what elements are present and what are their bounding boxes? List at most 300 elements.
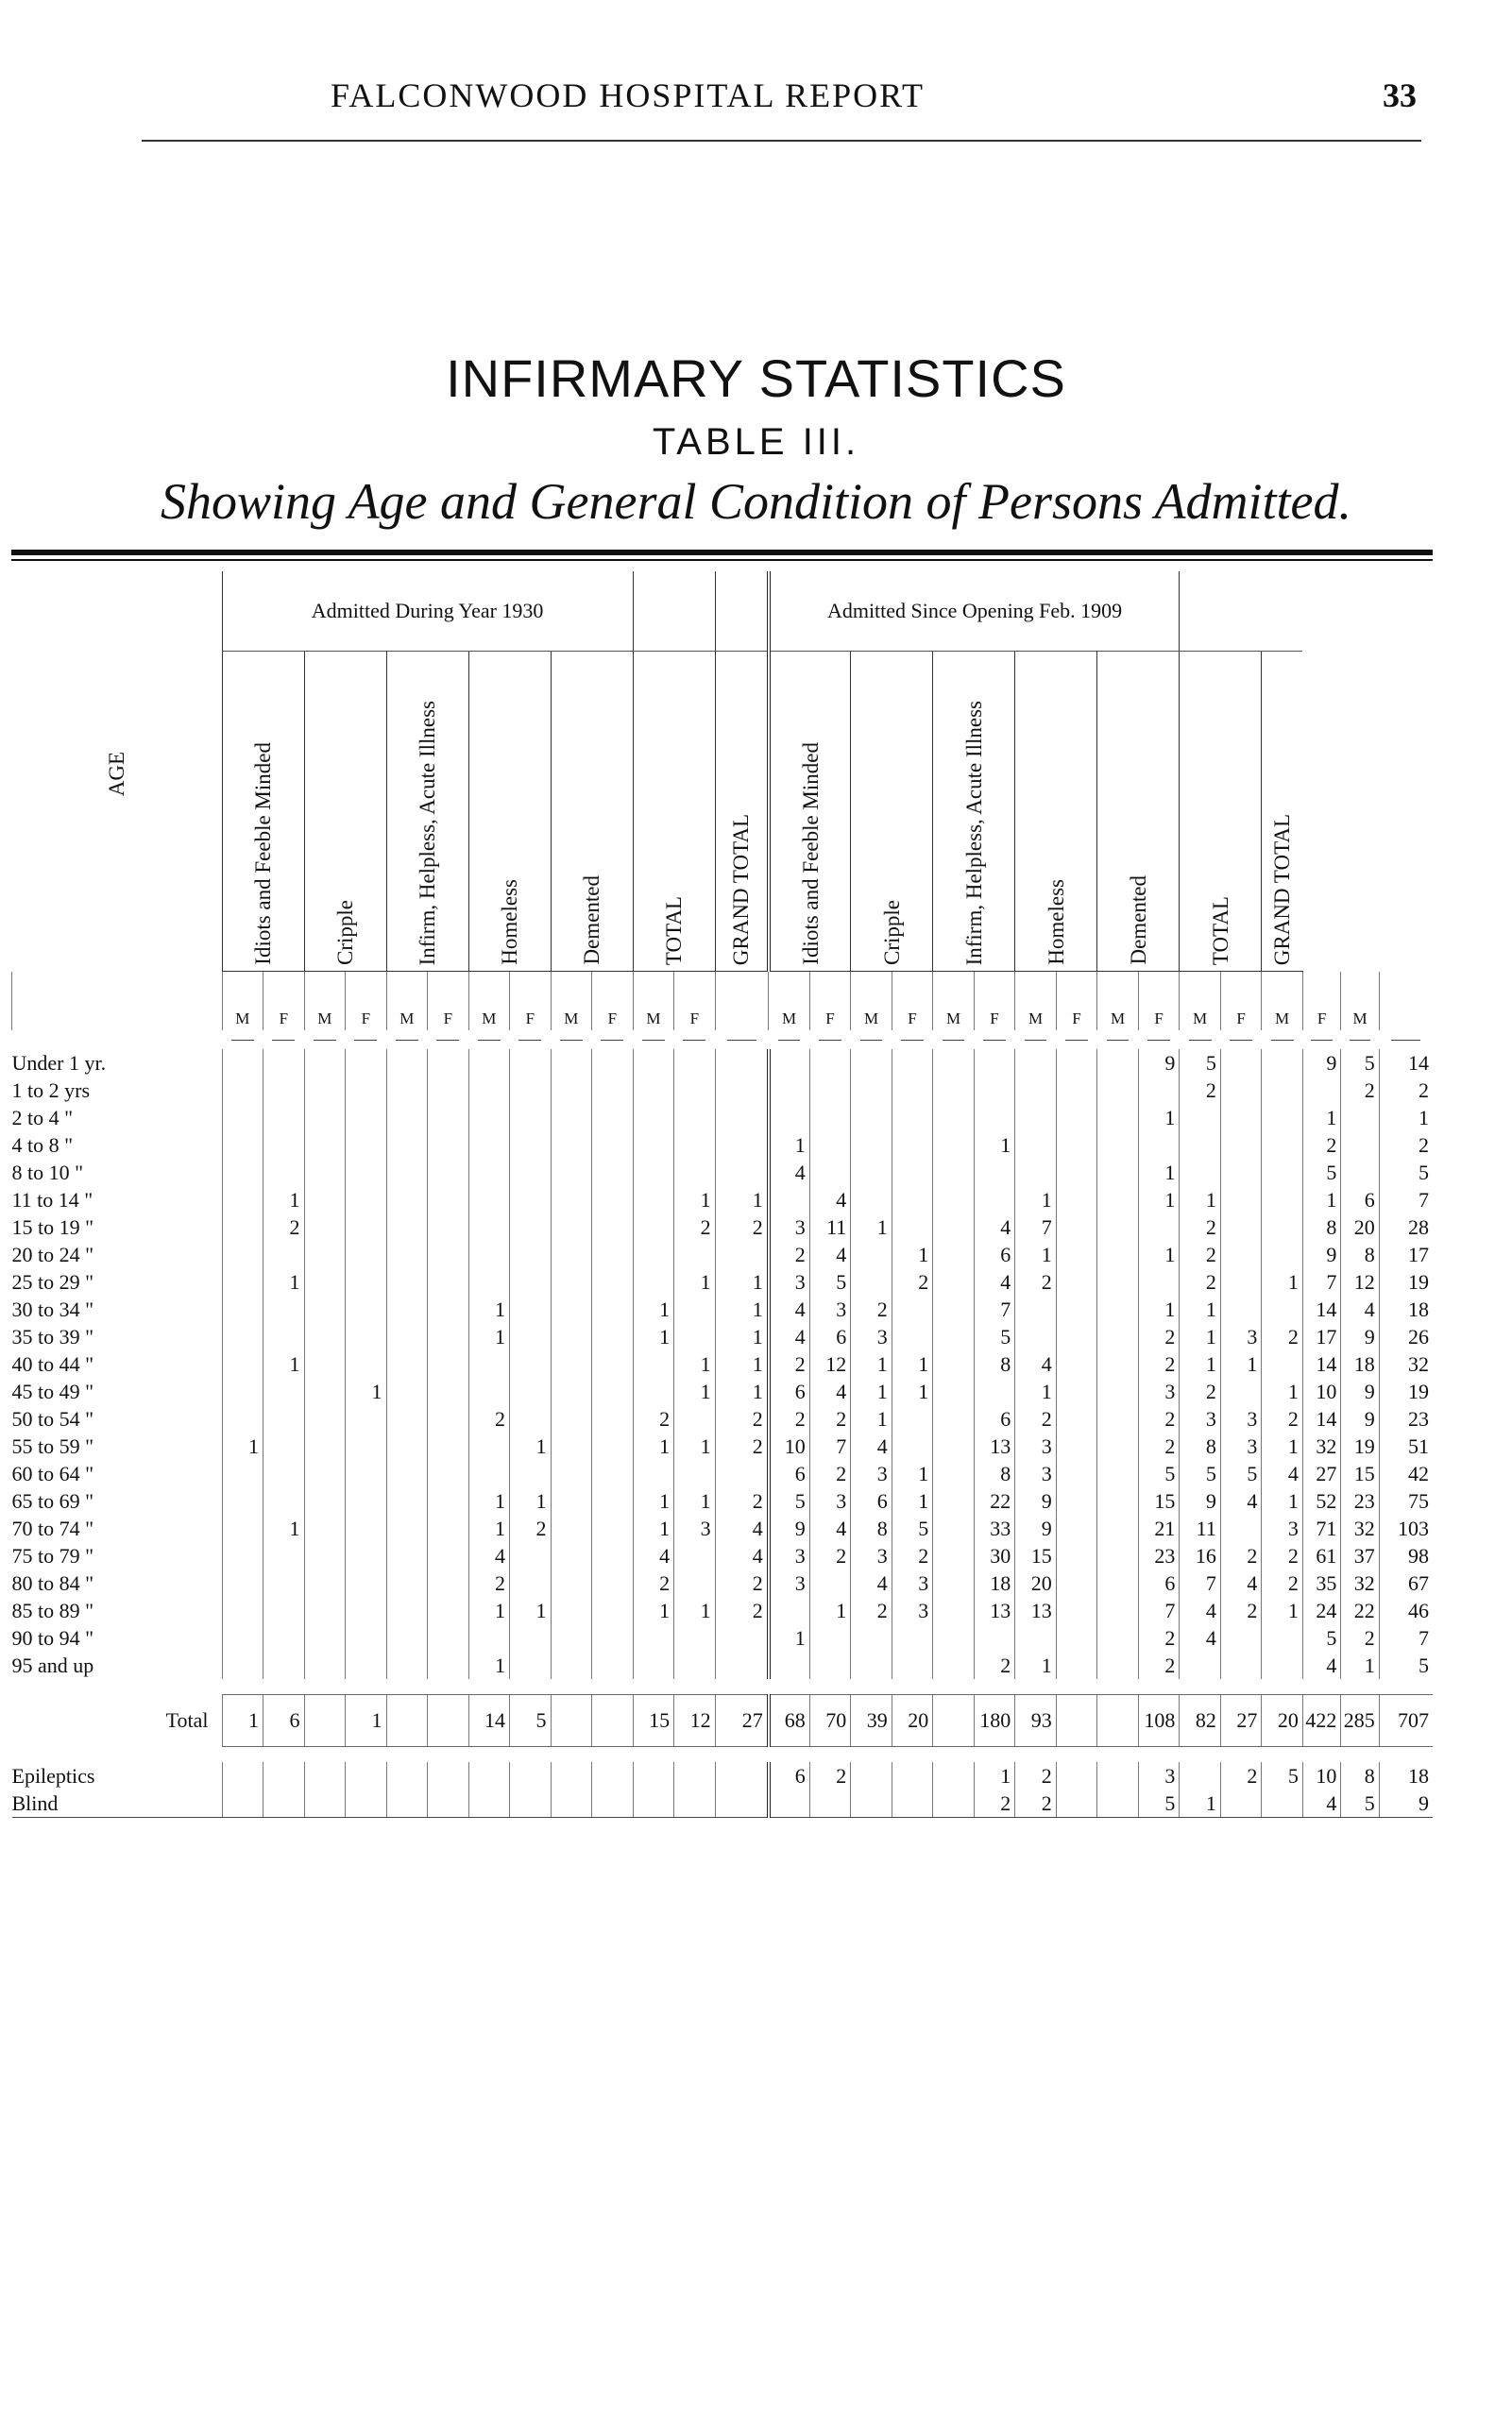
table-cell: [510, 1049, 552, 1077]
table-cell: 4: [715, 1515, 769, 1542]
table-cell: [551, 1049, 592, 1077]
table-cell: 4: [633, 1542, 674, 1569]
table-cell: [933, 1762, 975, 1790]
table-cell: [592, 1077, 634, 1104]
table-cell: 3: [1138, 1378, 1180, 1405]
table-cell: 2: [715, 1487, 769, 1515]
running-header: [142, 76, 1417, 123]
table-cell: 1: [769, 1624, 810, 1652]
table-cell: 422: [1302, 1695, 1340, 1747]
table-cell: 14: [1302, 1405, 1340, 1433]
table-cell: 4: [851, 1433, 892, 1460]
table-cell: [263, 1131, 305, 1159]
table-cell: [222, 1077, 263, 1104]
table-cell: [304, 1077, 346, 1104]
table-cell: [510, 1268, 552, 1296]
table-cell: [386, 1049, 428, 1077]
age-label: 95 and up: [11, 1653, 94, 1677]
table-cell: [304, 1624, 346, 1652]
table-cell: [428, 1323, 469, 1350]
table-cell: [1341, 1159, 1379, 1186]
table-cell: [551, 1695, 592, 1747]
table-cell: [1056, 1213, 1097, 1241]
table-cell: [974, 1378, 1015, 1405]
table-cell: 11: [809, 1213, 851, 1241]
row-spacer: [12, 1747, 1434, 1763]
table-cell: 2: [1138, 1405, 1180, 1433]
table-cell: [1056, 1597, 1097, 1624]
table-cell: [510, 1569, 552, 1597]
table-cell: 2: [851, 1296, 892, 1323]
table-cell: [551, 1296, 592, 1323]
table-cell: [1262, 1296, 1303, 1323]
table-cell: [715, 1049, 769, 1077]
table-cell: [1138, 1131, 1180, 1159]
male-column-header: M: [1262, 972, 1303, 1031]
table-row: [12, 1350, 1434, 1378]
table-cell: [428, 1695, 469, 1747]
table-cell: [468, 1131, 510, 1159]
table-cell: [1341, 1131, 1379, 1159]
table-cell: [386, 1652, 428, 1679]
table-cell: [304, 1597, 346, 1624]
table-cell: 3: [809, 1487, 851, 1515]
table-cell: [633, 1762, 674, 1790]
table-cell: 12: [1341, 1268, 1379, 1296]
table-cell: 2: [715, 1433, 769, 1460]
table-cell: 42: [1379, 1460, 1433, 1487]
row-spacer: [12, 1679, 1434, 1695]
table-cell: [1097, 1695, 1139, 1747]
table-cell: [633, 1213, 674, 1241]
table-cell: [510, 1405, 552, 1433]
table-cell: [851, 1790, 892, 1818]
column-rule: [428, 1030, 469, 1049]
table-cell: [809, 1652, 851, 1679]
table-cell: [346, 1460, 387, 1487]
table-cell: 2: [1180, 1213, 1221, 1241]
table-cell: 1: [674, 1268, 716, 1296]
table-cell: [1180, 1131, 1221, 1159]
table-cell: 14: [468, 1695, 510, 1747]
table-cell: [592, 1433, 634, 1460]
table-cell: [1262, 1131, 1303, 1159]
table-cell: [263, 1487, 305, 1515]
table-cell: 61: [1302, 1542, 1340, 1569]
table-row: [12, 1569, 1434, 1597]
table-cell: 20: [1015, 1569, 1057, 1597]
table-cell: [809, 1569, 851, 1597]
table-cell: 1: [468, 1323, 510, 1350]
table-cell: [592, 1296, 634, 1323]
total-header-since-1909: TOTAL: [1180, 652, 1262, 972]
table-cell: [551, 1790, 592, 1818]
age-label: 50 to 54 ": [11, 1406, 94, 1431]
table-cell: [851, 1652, 892, 1679]
table-cell: 2: [1379, 1077, 1433, 1104]
table-cell: 27: [715, 1695, 769, 1747]
column-rule: [510, 1030, 552, 1049]
table-cell: 3: [851, 1323, 892, 1350]
column-rule: [1015, 1030, 1057, 1049]
table-cell: [592, 1460, 634, 1487]
table-cell: [933, 1213, 975, 1241]
table-cell: 20: [1341, 1213, 1379, 1241]
table-cell: [551, 1213, 592, 1241]
table-cell: 3: [674, 1515, 716, 1542]
table-cell: 5: [1138, 1790, 1180, 1818]
table-cell: 23: [1379, 1405, 1433, 1433]
column-rule: [851, 1030, 892, 1049]
table-cell: [222, 1296, 263, 1323]
table-cell: 2: [1379, 1131, 1433, 1159]
table-cell: [346, 1624, 387, 1652]
table-cell: [933, 1433, 975, 1460]
table-cell: 1: [1015, 1652, 1057, 1679]
table-cell: [674, 1296, 716, 1323]
column-rule: [304, 1030, 346, 1049]
table-cell: 23: [1341, 1487, 1379, 1515]
table-cell: 28: [1379, 1213, 1433, 1241]
table-cell: 11: [1180, 1515, 1221, 1542]
male-column-header: M: [386, 972, 428, 1031]
table-cell: 4: [468, 1542, 510, 1569]
table-cell: [809, 1049, 851, 1077]
table-cell: 10: [769, 1433, 810, 1460]
table-cell: 24: [1302, 1597, 1340, 1624]
table-cell: 7: [974, 1296, 1015, 1323]
table-cell: 2: [633, 1405, 674, 1433]
table-cell: 8: [1341, 1762, 1379, 1790]
column-rule: [1302, 1030, 1340, 1049]
table-cell: [1056, 1268, 1097, 1296]
table-cell: [428, 1104, 469, 1131]
age-label: 25 to 29 ": [11, 1269, 94, 1294]
table-cell: 5: [1302, 1159, 1340, 1186]
table-cell: [1262, 1350, 1303, 1378]
table-cell: [715, 1131, 769, 1159]
table-cell: [851, 1159, 892, 1186]
table-cell: [263, 1296, 305, 1323]
table-cell: 7: [1302, 1268, 1340, 1296]
table-cell: 3: [892, 1569, 933, 1597]
table-cell: [592, 1186, 634, 1213]
table-cell: [809, 1077, 851, 1104]
table-cell: [892, 1405, 933, 1433]
table-cell: [263, 1433, 305, 1460]
table-cell: 5: [1180, 1049, 1221, 1077]
table-cell: 98: [1379, 1542, 1433, 1569]
table-cell: [222, 1790, 263, 1818]
table-cell: 5: [769, 1487, 810, 1515]
table-row: [12, 1405, 1434, 1433]
table-cell: [263, 1049, 305, 1077]
table-cell: [263, 1104, 305, 1131]
table-cell: [851, 1241, 892, 1268]
table-cell: 35: [1302, 1569, 1340, 1597]
table-cell: [674, 1569, 716, 1597]
table-cell: [1220, 1077, 1262, 1104]
table-cell: 75: [1379, 1487, 1433, 1515]
table-cell: [346, 1241, 387, 1268]
table-cell: 2: [715, 1213, 769, 1241]
mf-age-spacer: [12, 972, 223, 1031]
table-cell: [304, 1378, 346, 1405]
table-cell: [468, 1213, 510, 1241]
table-cell: [633, 1049, 674, 1077]
table-cell: 4: [851, 1569, 892, 1597]
table-cell: 6: [769, 1762, 810, 1790]
table-cell: 6: [1138, 1569, 1180, 1597]
table-cell: [510, 1652, 552, 1679]
column-rule: [1097, 1030, 1139, 1049]
table-cell: 4: [809, 1378, 851, 1405]
table-cell: 16: [1180, 1542, 1221, 1569]
table-cell: 8: [974, 1350, 1015, 1378]
table-cell: [1097, 1159, 1139, 1186]
table-cell: 12: [674, 1695, 716, 1747]
table-cell: 4: [715, 1542, 769, 1569]
table-cell: 4: [1302, 1790, 1340, 1818]
table-cell: [633, 1268, 674, 1296]
table-cell: [263, 1762, 305, 1790]
column-rule: [592, 1030, 634, 1049]
table-cell: 1: [468, 1487, 510, 1515]
table-cell: 68: [769, 1695, 810, 1747]
table-cell: [386, 1104, 428, 1131]
table-row: [12, 1542, 1434, 1569]
table-cell: 5: [974, 1323, 1015, 1350]
column-rule: [551, 1030, 592, 1049]
table-row: [12, 1049, 1434, 1077]
table-cell: [304, 1515, 346, 1542]
category-header-1930-demented: Demented: [551, 652, 633, 972]
table-cell: [715, 1790, 769, 1818]
section-header-1930: Admitted During Year 1930: [222, 571, 633, 652]
table-cell: [1056, 1296, 1097, 1323]
table-cell: [1262, 1049, 1303, 1077]
table-cell: [633, 1460, 674, 1487]
table-cell: 3: [769, 1542, 810, 1569]
table-cell: [222, 1186, 263, 1213]
table-cell: [892, 1213, 933, 1241]
table-cell: [1097, 1569, 1139, 1597]
table-cell: [715, 1241, 769, 1268]
table-cell: [892, 1049, 933, 1077]
table-cell: [510, 1186, 552, 1213]
table-cell: 1: [715, 1186, 769, 1213]
table-cell: [386, 1241, 428, 1268]
table-cell: 7: [1379, 1186, 1433, 1213]
table-cell: 20: [892, 1695, 933, 1747]
table-cell: [933, 1350, 975, 1378]
table-cell: 23: [1138, 1542, 1180, 1569]
table-cell: 5: [1302, 1624, 1340, 1652]
table-cell: 32: [1341, 1569, 1379, 1597]
table-cell: [1056, 1624, 1097, 1652]
table-cell: 51: [1379, 1433, 1433, 1460]
table-cell: 8: [974, 1460, 1015, 1487]
table-cell: 18: [1341, 1350, 1379, 1378]
table-cell: [551, 1597, 592, 1624]
table-cell: [222, 1569, 263, 1597]
table-cell: 2: [1138, 1323, 1180, 1350]
table-cell: [551, 1131, 592, 1159]
table-cell: [1262, 1790, 1303, 1818]
table-cell: [809, 1624, 851, 1652]
category-header-1930-idiots-and-feeble-minded: Idiots and Feeble Minded: [222, 652, 304, 972]
table-cell: [222, 1652, 263, 1679]
table-cell: [346, 1104, 387, 1131]
table-cell: [386, 1762, 428, 1790]
table-cell: 1: [1015, 1186, 1057, 1213]
table-cell: 3: [1220, 1323, 1262, 1350]
table-row: [12, 1460, 1434, 1487]
table-cell: [892, 1323, 933, 1350]
column-rule: [222, 1030, 263, 1049]
table-cell: [263, 1241, 305, 1268]
female-column-header: F: [592, 972, 634, 1031]
table-cell: 1: [468, 1296, 510, 1323]
column-rule: [1138, 1030, 1180, 1049]
table-cell: 19: [1379, 1268, 1433, 1296]
table-cell: [510, 1213, 552, 1241]
table-cell: 8: [851, 1515, 892, 1542]
table-cell: 1: [263, 1268, 305, 1296]
table-cell: [1097, 1460, 1139, 1487]
table-cell: 2: [1220, 1597, 1262, 1624]
table-cell: [674, 1104, 716, 1131]
table-cell: 15: [1015, 1542, 1057, 1569]
table-cell: [304, 1542, 346, 1569]
table-row: [12, 1378, 1434, 1405]
table-cell: 14: [1302, 1296, 1340, 1323]
table-cell: [304, 1159, 346, 1186]
section-header-spacer-2: [1180, 571, 1303, 652]
table-cell: [851, 1049, 892, 1077]
table-cell: [1138, 1077, 1180, 1104]
table-cell: [428, 1433, 469, 1460]
table-cell: [346, 1077, 387, 1104]
table-cell: [222, 1049, 263, 1077]
table-cell: [851, 1077, 892, 1104]
male-column-header: M: [222, 972, 263, 1031]
table-cell: 2: [1220, 1542, 1262, 1569]
table-cell: [222, 1460, 263, 1487]
table-cell: 1: [851, 1405, 892, 1433]
table-cell: 93: [1015, 1695, 1057, 1747]
column-rule: [468, 1030, 510, 1049]
table-cell: [346, 1597, 387, 1624]
table-cell: [428, 1460, 469, 1487]
table-cell: 2: [809, 1405, 851, 1433]
table-cell: [551, 1569, 592, 1597]
table-cell: [551, 1487, 592, 1515]
table-cell: [386, 1186, 428, 1213]
table-cell: 1: [1138, 1296, 1180, 1323]
table-cell: [510, 1159, 552, 1186]
column-rule: [715, 1030, 769, 1049]
table-cell: [551, 1350, 592, 1378]
table-cell: [386, 1213, 428, 1241]
table-cell: 1: [510, 1597, 552, 1624]
table-cell: [346, 1323, 387, 1350]
table-cell: [346, 1790, 387, 1818]
table-cell: [851, 1762, 892, 1790]
table-cell: 3: [1015, 1433, 1057, 1460]
table-cell: 3: [1180, 1405, 1221, 1433]
table-cell: [428, 1515, 469, 1542]
table-cell: [386, 1131, 428, 1159]
column-rule: [1180, 1030, 1221, 1049]
age-label: Total: [165, 1708, 209, 1732]
table-cell: [222, 1624, 263, 1652]
table-cell: [1341, 1104, 1379, 1131]
table-cell: [1220, 1296, 1262, 1323]
table-cell: 2: [1341, 1624, 1379, 1652]
column-rule: [1341, 1030, 1379, 1049]
table-cell: 1: [892, 1350, 933, 1378]
table-cell: 67: [1379, 1569, 1433, 1597]
table-cell: [1097, 1323, 1139, 1350]
table-cell: [428, 1542, 469, 1569]
table-cell: [222, 1268, 263, 1296]
section-header-spacer-gt: [715, 571, 769, 652]
table-cell: 1: [851, 1350, 892, 1378]
rule-spacer: [12, 1030, 223, 1049]
table-cell: 1: [674, 1487, 716, 1515]
table-cell: 1: [510, 1487, 552, 1515]
table-cell: [1056, 1131, 1097, 1159]
table-cell: 2: [809, 1460, 851, 1487]
table-cell: 10: [1302, 1378, 1340, 1405]
table-cell: [1015, 1624, 1057, 1652]
table-cell: 7: [1015, 1213, 1057, 1241]
table-cell: [674, 1652, 716, 1679]
table-cell: [386, 1077, 428, 1104]
table-cell: [222, 1515, 263, 1542]
table-cell: [386, 1350, 428, 1378]
table-cell: [1097, 1487, 1139, 1515]
table-cell: 2: [1262, 1542, 1303, 1569]
table-cell: 1: [1262, 1268, 1303, 1296]
table-cell: [386, 1597, 428, 1624]
table-cell: [346, 1433, 387, 1460]
table-cell: 2: [1015, 1790, 1057, 1818]
age-label: 90 to 94 ": [11, 1625, 94, 1650]
table-cell: 2: [892, 1542, 933, 1569]
table-cell: 1: [715, 1323, 769, 1350]
table-cell: [769, 1049, 810, 1077]
table-cell: [510, 1241, 552, 1268]
table-row: [12, 1323, 1434, 1350]
table-cell: [1015, 1131, 1057, 1159]
page-number: 33: [1383, 76, 1417, 114]
female-column-header: F: [428, 972, 469, 1031]
table-cell: [633, 1077, 674, 1104]
table-cell: 15: [633, 1695, 674, 1747]
table-cell: 13: [974, 1597, 1015, 1624]
table-cell: [933, 1624, 975, 1652]
table-cell: 1: [1262, 1433, 1303, 1460]
table-cell: [428, 1487, 469, 1515]
table-cell: 6: [974, 1241, 1015, 1268]
table-cell: [222, 1241, 263, 1268]
table-cell: [592, 1515, 634, 1542]
table-cell: 6: [809, 1323, 851, 1350]
table-cell: [304, 1652, 346, 1679]
table-cell: 2: [1180, 1268, 1221, 1296]
